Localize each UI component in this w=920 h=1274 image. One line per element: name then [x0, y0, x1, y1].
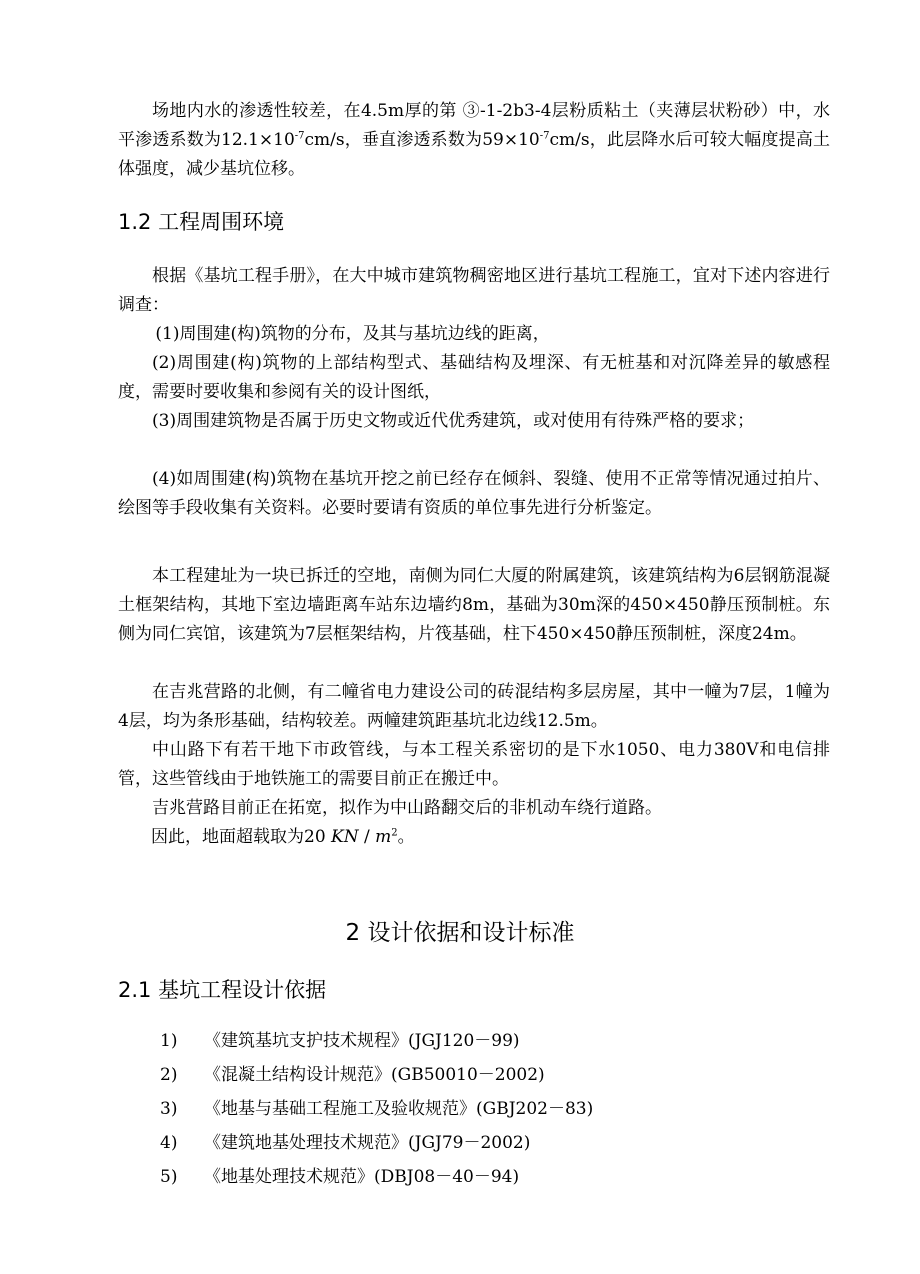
reference-item [160, 1129, 593, 1163]
text-run: 。 [397, 827, 415, 847]
reference-item [160, 1095, 593, 1129]
reference-item [160, 1027, 593, 1061]
load-value: 20 [304, 827, 326, 847]
reference-item [160, 1061, 593, 1095]
reference-title: 《地基与基础工程施工及验收规范》(GBJ202－83) [204, 1099, 594, 1119]
section-heading-2-1: 2.1 基坑工程设计依据 [118, 978, 327, 1002]
unit-slash: / [358, 827, 376, 847]
survey-item-2: (2)周围建(构)筑物的上部结构型式、基础结构及埋深、有无桩基和对沉降差异的敏感程度，需要时要收集和参阅有关的设计图纸， [118, 353, 830, 402]
unit-kn: KN [331, 827, 359, 847]
chapter-heading-2: 2 设计依据和设计标准 [345, 920, 575, 946]
superscript: 2 [391, 827, 398, 839]
reference-title: 《地基处理技术规范》(DBJ08－40－94) [204, 1167, 520, 1187]
reference-number: 5) [160, 1167, 178, 1187]
superscript: -7 [539, 130, 550, 142]
text-run: 因此，地面超载取为 [151, 827, 304, 847]
text-run: 场地内水的渗透性较差，在4.5m厚的第 ③-1-2b3-4层粉质粘土（夹薄层状粉砂）中，水平渗透系数为12.1×10 [118, 101, 830, 150]
paragraph-site: 本工程建址为一块已拆迁的空地，南侧为同仁大厦的附属建筑，该建筑结构为6层钢筋混凝土框架结构，其地下室边墙距离车站东边墙约8m，基础为30m深的450×450静压预制桩。东侧为同仁宾馆，该建筑为7层框架结构，片筏基础，柱下450×450静压预制桩，深度24m。 [118, 566, 830, 644]
paragraph-manual: 根据《基坑工程手册》，在大中城市建筑物稠密地区进行基坑工程施工，宜对下述内容进行调查： [118, 266, 830, 315]
reference-title: 《建筑基坑支护技术规程》(JGJ120－99) [204, 1031, 520, 1051]
reference-number: 1) [160, 1031, 178, 1051]
survey-item-4: (4)如周围建(构)筑物在基坑开挖之前已经存在倾斜、裂缝、使用不正常等情况通过拍片、绘图等手段收集有关资料。必要时要请有资质的单位事先进行分析鉴定。 [118, 469, 830, 518]
survey-item-3: (3)周围建筑物是否属于历史文物或近代优秀建筑，或对使用有待殊严格的要求； [152, 411, 755, 431]
text-run: cm/s，垂直渗透系数为59×10 [304, 130, 540, 150]
reference-number: 2) [160, 1065, 178, 1085]
unit-m: m [375, 827, 392, 847]
reference-list [160, 1027, 593, 1197]
text-run: cm/s，此层降水后可较大幅度提高土体强度，减少基坑位移。 [118, 130, 830, 179]
reference-title: 《建筑地基处理技术规范》(JGJ79－2002) [204, 1133, 531, 1153]
paragraph-north: 在吉兆营路的北侧，有二幢省电力建设公司的砖混结构多层房屋，其中一幢为7层，1幢为4层，均为条形基础，结构较差。两幢建筑距基坑北边线12.5m。 [118, 682, 830, 731]
paragraph-road: 吉兆营路目前正在拓宽，拟作为中山路翻交后的非机动车绕行道路。 [152, 798, 662, 818]
superscript: -7 [294, 130, 305, 142]
reference-item [160, 1163, 593, 1197]
reference-title: 《混凝土结构设计规范》(GB50010－2002) [204, 1065, 545, 1085]
paragraph-pipes: 中山路下有若干地下市政管线，与本工程关系密切的是下水1050、电力380V和电信排管，这些管线由于地铁施工的需要目前正在搬迁中。 [118, 740, 830, 789]
paragraph-load [118, 823, 863, 852]
reference-number: 3) [160, 1099, 178, 1119]
reference-number: 4) [160, 1133, 178, 1153]
survey-item-1: (1)周围建(构)筑物的分布，及其与基坑边线的距离， [155, 324, 550, 344]
paragraph-permeability [118, 97, 830, 184]
section-heading-1-2: 1.2 工程周围环境 [118, 210, 285, 234]
